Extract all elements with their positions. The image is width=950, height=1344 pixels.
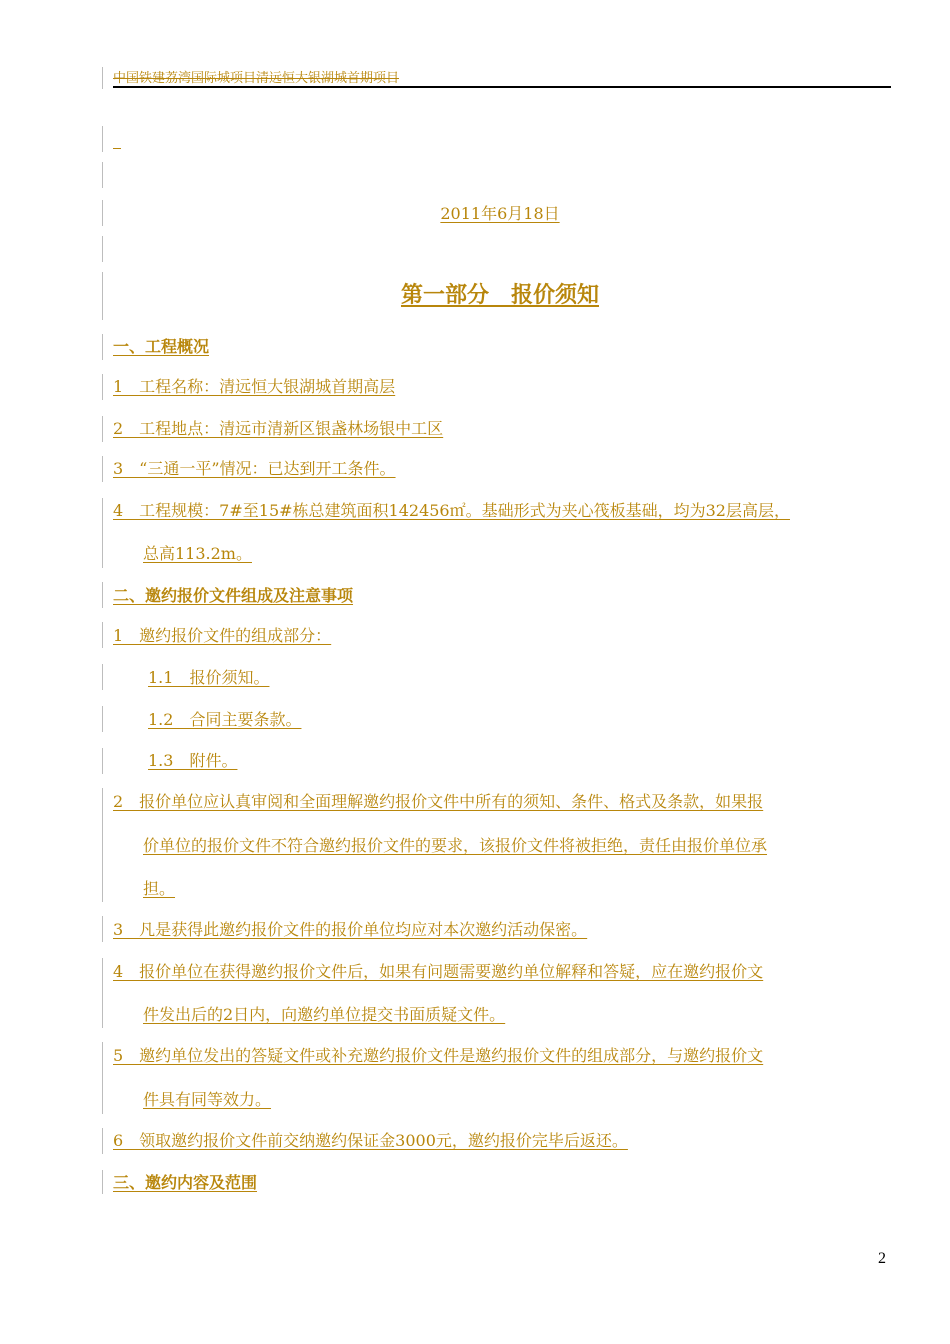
- change-bar: [102, 706, 103, 732]
- change-bar: [102, 67, 103, 89]
- change-bar: [102, 958, 103, 1028]
- list-item-continuation: 件具有同等效力。: [143, 1090, 272, 1109]
- change-bar: [102, 498, 103, 568]
- list-item-continuation: 件发出后的2日内，向邀约单位提交书面质疑文件。: [143, 1005, 506, 1024]
- change-bar: [102, 334, 103, 360]
- part-title: 第一部分 报价须知: [400, 283, 599, 308]
- list-item-continuation: 价单位的报价文件不符合邀约报价文件的要求，该报价文件将被拒绝，责任由报价单位承: [143, 836, 768, 855]
- list-item: 4 工程规模：7#至15#栋总建筑面积142456㎡。基础形式为夹心筏板基础，均为32层高层，: [113, 501, 790, 520]
- change-bar: [102, 1170, 103, 1194]
- change-bar: [102, 1128, 103, 1154]
- change-bar: [102, 916, 103, 942]
- change-bar: [102, 236, 103, 262]
- change-bar: [102, 126, 103, 152]
- page-number: 2: [878, 1250, 886, 1267]
- list-item: 2 报价单位应认真审阅和全面理解邀约报价文件中所有的须知、条件、格式及条款，如果报: [113, 792, 764, 811]
- list-item: 1 工程名称：清远恒大银湖城首期高层: [113, 377, 396, 396]
- change-bar: [102, 748, 103, 774]
- list-item: 4 报价单位在获得邀约报价文件后，如果有问题需要邀约单位解释和答疑，应在邀约报价文: [113, 962, 764, 981]
- change-bar: [102, 788, 103, 902]
- section-heading: 三、邀约内容及范围: [113, 1173, 258, 1192]
- list-item: 1 邀约报价文件的组成部分：: [113, 626, 332, 645]
- change-bar: [102, 416, 103, 442]
- change-bar: [102, 664, 103, 690]
- list-item: 3 凡是获得此邀约报价文件的报价单位均应对本次邀约活动保密。: [113, 920, 588, 939]
- sub-list-item: 1.1 报价须知。: [148, 668, 270, 687]
- section-heading: 一、工程概况: [113, 337, 210, 356]
- list-item: 6 领取邀约报价文件前交纳邀约保证金3000元，邀约报价完毕后返还。: [113, 1131, 628, 1150]
- cover-dash: _: [113, 130, 121, 149]
- cover-date: 2011年6月18日: [440, 204, 560, 223]
- page-header: 中国铁建荔湾国际城项目清远恒大银湖城首期项目: [113, 71, 400, 86]
- list-item-continuation: 担。: [143, 879, 176, 898]
- change-bar: [102, 582, 103, 608]
- section-heading: 二、邀约报价文件组成及注意事项: [113, 586, 354, 605]
- change-bar: [102, 374, 103, 400]
- change-bar: [102, 456, 103, 482]
- header-rule: [113, 86, 891, 88]
- list-item-continuation: 总高113.2m。: [143, 544, 252, 563]
- list-item: 5 邀约单位发出的答疑文件或补充邀约报价文件是邀约报价文件的组成部分，与邀约报价文: [113, 1046, 764, 1065]
- list-item: 2 工程地点：清远市清新区银盏林场银中工区: [113, 419, 444, 438]
- sub-list-item: 1.3 附件。: [148, 751, 238, 770]
- list-item: 3 “三通一平”情况：已达到开工条件。: [113, 459, 396, 478]
- change-bar: [102, 622, 103, 648]
- change-bar: [102, 162, 103, 188]
- change-bar: [102, 1042, 103, 1114]
- sub-list-item: 1.2 合同主要条款。: [148, 710, 302, 729]
